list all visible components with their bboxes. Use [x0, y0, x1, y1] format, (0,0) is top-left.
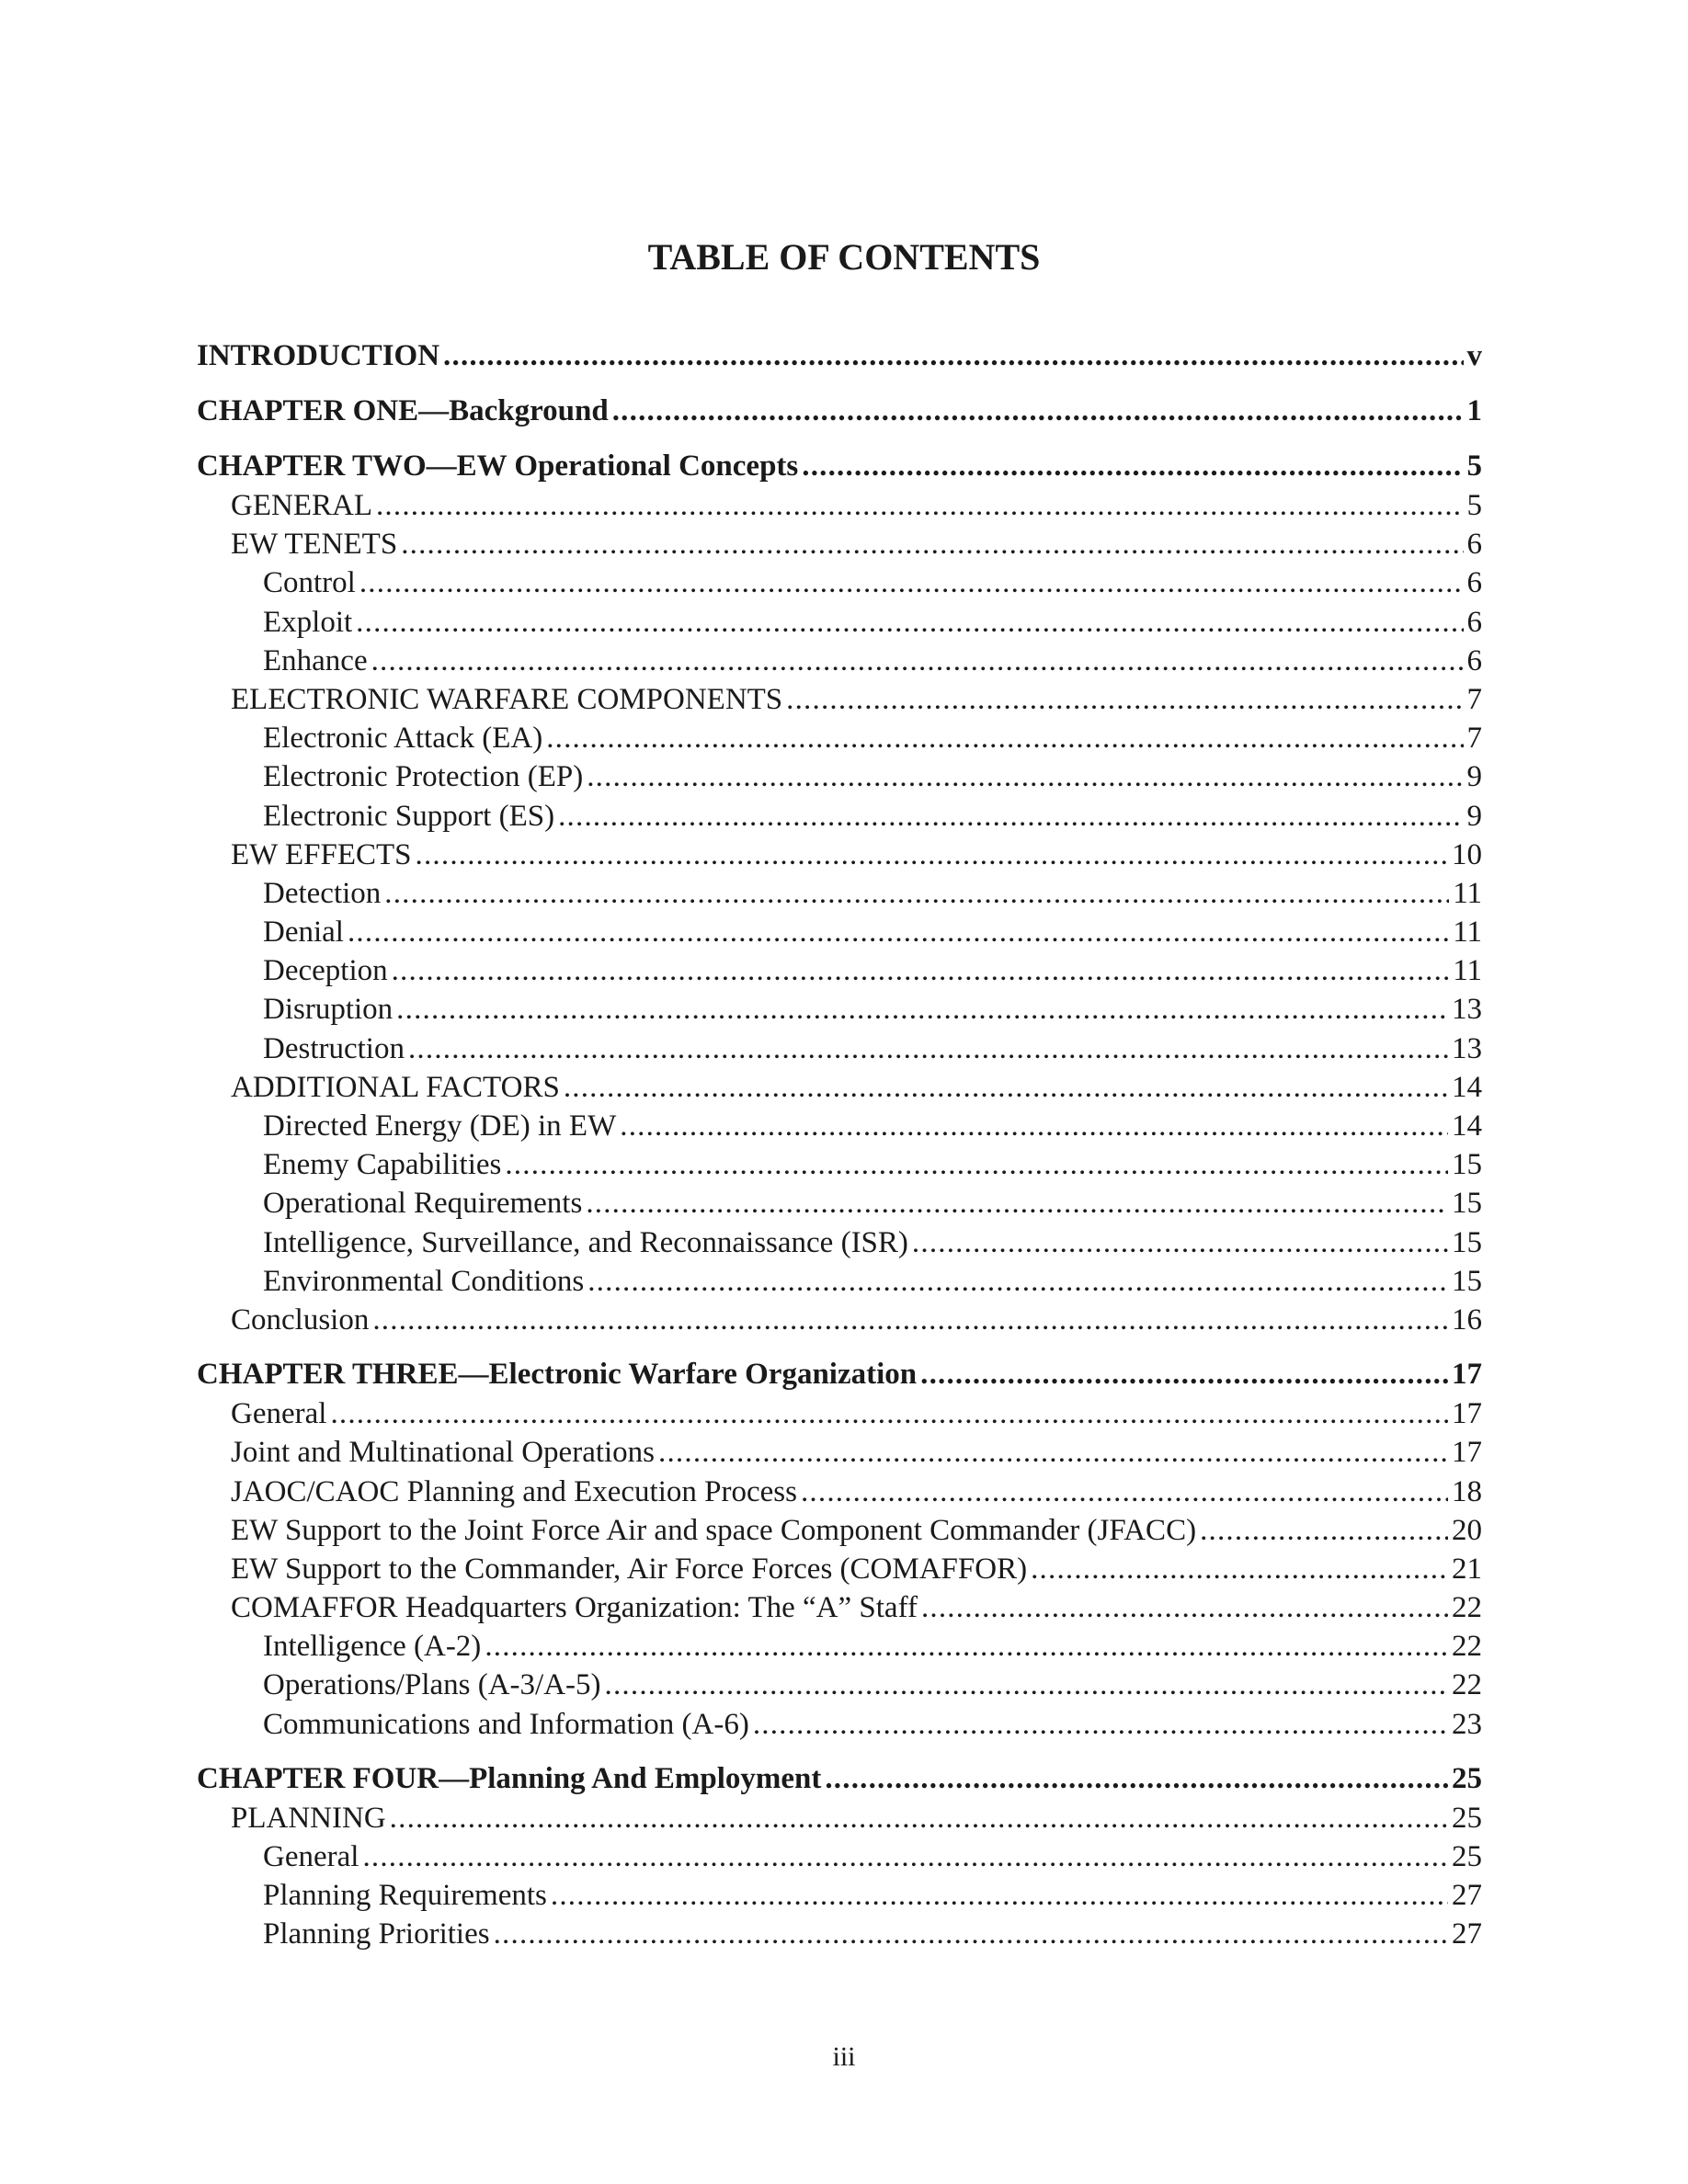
toc-entry-page: 13: [1452, 993, 1482, 1027]
dot-leader: [505, 1145, 1448, 1184]
table-of-contents: [197, 336, 1482, 1954]
dot-leader: [356, 603, 1463, 642]
toc-entry-label: Communications and Information (A-6): [263, 1707, 749, 1741]
toc-entry: [197, 1550, 1482, 1588]
toc-entry-label: Intelligence (A-2): [263, 1630, 482, 1664]
toc-entry: [197, 1223, 1482, 1262]
dot-leader: [921, 1588, 1448, 1627]
toc-entry-label: Denial: [263, 916, 344, 950]
toc-entry: [197, 874, 1482, 913]
toc-entry-page: 20: [1452, 1513, 1482, 1547]
dot-leader: [825, 1758, 1448, 1799]
toc-entry: [197, 1627, 1482, 1666]
toc-entry: [197, 1394, 1482, 1433]
dot-leader: [920, 1354, 1448, 1394]
toc-entry-label: GENERAL: [231, 489, 372, 522]
toc-entry-label: CHAPTER THREE—Electronic Warfare Organization: [197, 1358, 918, 1392]
toc-entry-page: 1: [1466, 394, 1482, 427]
toc-chapter-entry: [197, 446, 1482, 486]
toc-entry-label: Exploit: [263, 605, 353, 639]
toc-entry-page: 17: [1452, 1397, 1482, 1431]
dot-leader: [1200, 1511, 1448, 1550]
toc-entry-label: ELECTRONIC WARFARE COMPONENTS: [231, 682, 783, 716]
toc-entry-page: 15: [1452, 1264, 1482, 1298]
toc-entry-label: Electronic Protection (EP): [263, 760, 584, 794]
toc-entry-label: INTRODUCTION: [197, 339, 440, 372]
toc-entry-label: Joint and Multinational Operations: [231, 1436, 656, 1470]
toc-entry: [197, 719, 1482, 757]
toc-entry: [197, 1799, 1482, 1837]
toc-entry-page: 7: [1466, 682, 1482, 716]
toc-entry-label: Enhance: [263, 643, 368, 677]
toc-entry: [197, 1068, 1482, 1107]
toc-entry-label: Electronic Attack (EA): [263, 722, 543, 756]
toc-entry-page: 6: [1466, 605, 1482, 639]
dot-leader: [786, 680, 1463, 719]
toc-entry-label: CHAPTER FOUR—Planning And Employment: [197, 1761, 822, 1795]
toc-entry-label: CHAPTER TWO—EW Operational Concepts: [197, 449, 799, 483]
toc-entry-page: 13: [1452, 1031, 1482, 1065]
toc-entry-page: 6: [1466, 643, 1482, 677]
toc-section: [197, 1758, 1482, 1954]
toc-entry-label: EW EFFECTS: [231, 837, 412, 871]
toc-entry-page: 11: [1453, 954, 1482, 988]
dot-leader: [658, 1433, 1448, 1472]
dot-leader: [390, 1799, 1448, 1837]
toc-entry-label: Directed Energy (DE) in EW: [263, 1109, 617, 1143]
dot-leader: [362, 1837, 1448, 1876]
dot-leader: [912, 1223, 1448, 1262]
toc-entry-label: CHAPTER ONE—Background: [197, 394, 609, 427]
toc-entry-label: JAOC/CAOC Planning and Execution Process: [231, 1474, 797, 1508]
dot-leader: [372, 1301, 1448, 1339]
toc-entry-page: 22: [1452, 1668, 1482, 1702]
toc-section: [197, 391, 1482, 431]
dot-leader: [392, 951, 1450, 990]
toc-entry-label: Planning Priorities: [263, 1917, 490, 1951]
dot-leader: [551, 1876, 1448, 1915]
toc-entry-label: EW TENETS: [231, 528, 398, 562]
toc-entry-page: 25: [1452, 1840, 1482, 1873]
dot-leader: [330, 1394, 1448, 1433]
toc-entry-label: PLANNING: [231, 1801, 386, 1835]
toc-entry: [197, 1511, 1482, 1550]
toc-chapter-entry: [197, 1354, 1482, 1394]
toc-entry-label: EW Support to the Commander, Air Force Forces (COMAFFOR): [231, 1552, 1028, 1586]
toc-entry: [197, 757, 1482, 796]
toc-entry: [197, 913, 1482, 951]
dot-leader: [348, 913, 1449, 951]
dot-leader: [612, 391, 1464, 431]
toc-entry-page: 11: [1453, 876, 1482, 910]
dot-leader: [416, 836, 1448, 874]
toc-entry-label: Environmental Conditions: [263, 1264, 585, 1298]
dot-leader: [586, 1184, 1448, 1223]
toc-chapter-entry: [197, 1758, 1482, 1799]
toc-entry: [197, 1301, 1482, 1339]
toc-section: [197, 446, 1482, 1339]
toc-entry: [197, 951, 1482, 990]
toc-entry-label: Disruption: [263, 993, 393, 1027]
dot-leader: [605, 1666, 1448, 1704]
toc-entry: [197, 603, 1482, 642]
toc-entry: [197, 1145, 1482, 1184]
dot-leader: [1031, 1550, 1448, 1588]
toc-entry: [197, 1029, 1482, 1068]
dot-leader: [376, 486, 1464, 525]
page-number: iii: [832, 2042, 856, 2072]
toc-entry-label: Deception: [263, 954, 388, 988]
toc-entry: [197, 486, 1482, 525]
toc-chapter-entry: [197, 336, 1482, 376]
toc-entry-page: 10: [1452, 837, 1482, 871]
toc-entry: [197, 1588, 1482, 1627]
dot-leader: [408, 1029, 1448, 1068]
toc-entry-page: 25: [1452, 1801, 1482, 1835]
toc-entry: [197, 1473, 1482, 1511]
toc-entry-label: General: [231, 1397, 327, 1431]
dot-leader: [753, 1705, 1448, 1744]
toc-entry-page: 27: [1452, 1879, 1482, 1913]
toc-entry-page: 18: [1452, 1474, 1482, 1508]
dot-leader: [587, 757, 1463, 796]
toc-entry: [197, 1184, 1482, 1223]
toc-entry: [197, 797, 1482, 836]
toc-entry-label: Enemy Capabilities: [263, 1148, 502, 1182]
toc-section: [197, 336, 1482, 376]
toc-entry-page: 5: [1466, 489, 1482, 522]
toc-entry-page: 23: [1452, 1707, 1482, 1741]
toc-entry-page: 15: [1452, 1225, 1482, 1259]
toc-entry: [197, 680, 1482, 719]
dot-leader: [396, 990, 1448, 1029]
toc-entry-page: 9: [1466, 799, 1482, 833]
dot-leader: [587, 1262, 1448, 1301]
toc-entry-page: 11: [1453, 916, 1482, 950]
toc-entry-label: COMAFFOR Headquarters Organization: The “A” Staff: [231, 1591, 918, 1625]
toc-entry-label: General: [263, 1840, 359, 1873]
toc-entry-page: 27: [1452, 1917, 1482, 1951]
dot-leader: [558, 797, 1463, 836]
toc-entry: [197, 1433, 1482, 1472]
dot-leader: [564, 1068, 1448, 1107]
toc-entry: [197, 563, 1482, 602]
toc-entry-page: 22: [1452, 1630, 1482, 1664]
dot-leader: [801, 1473, 1448, 1511]
toc-entry-label: Destruction: [263, 1031, 405, 1065]
toc-entry-page: 25: [1452, 1761, 1482, 1795]
toc-entry-label: Planning Requirements: [263, 1879, 547, 1913]
toc-entry: [197, 1837, 1482, 1876]
dot-leader: [401, 525, 1463, 563]
toc-entry-page: 21: [1452, 1552, 1482, 1586]
toc-entry-page: 16: [1452, 1302, 1482, 1337]
toc-entry-page: 14: [1452, 1109, 1482, 1143]
toc-entry: [197, 1705, 1482, 1744]
toc-entry: [197, 642, 1482, 680]
toc-entry-page: v: [1466, 339, 1482, 372]
toc-entry: [197, 836, 1482, 874]
dot-leader: [485, 1627, 1448, 1666]
toc-entry: [197, 525, 1482, 563]
toc-entry-label: EW Support to the Joint Force Air and space Component Commander (JFACC): [231, 1513, 1197, 1547]
toc-entry-page: 6: [1466, 528, 1482, 562]
page-title: TABLE OF CONTENTS: [647, 236, 1041, 278]
toc-entry-page: 7: [1466, 722, 1482, 756]
toc-entry-label: Conclusion: [231, 1302, 370, 1337]
toc-entry-label: Control: [263, 566, 356, 600]
toc-entry-page: 5: [1466, 449, 1482, 483]
dot-leader: [546, 719, 1463, 757]
toc-entry-page: 22: [1452, 1591, 1482, 1625]
toc-entry-page: 15: [1452, 1148, 1482, 1182]
dot-leader: [359, 563, 1464, 602]
toc-entry-page: 15: [1452, 1187, 1482, 1221]
toc-entry: [197, 1876, 1482, 1915]
toc-entry: [197, 990, 1482, 1029]
toc-entry-label: ADDITIONAL FACTORS: [231, 1070, 560, 1104]
toc-entry-label: Intelligence, Surveillance, and Reconnaissance (ISR): [263, 1225, 908, 1259]
toc-entry-page: 6: [1466, 566, 1482, 600]
toc-entry-page: 9: [1466, 760, 1482, 794]
toc-entry-page: 17: [1452, 1358, 1482, 1392]
toc-entry: [197, 1262, 1482, 1301]
dot-leader: [443, 336, 1463, 376]
toc-entry-page: 17: [1452, 1436, 1482, 1470]
toc-entry: [197, 1107, 1482, 1145]
dot-leader: [371, 642, 1464, 680]
toc-section: [197, 1354, 1482, 1744]
toc-entry-label: Operations/Plans (A-3/A-5): [263, 1668, 601, 1702]
dot-leader: [384, 874, 1449, 913]
toc-entry-label: Operational Requirements: [263, 1187, 583, 1221]
toc-entry: [197, 1666, 1482, 1704]
dot-leader: [620, 1107, 1448, 1145]
toc-entry-label: Detection: [263, 876, 382, 910]
dot-leader: [802, 446, 1463, 486]
toc-chapter-entry: [197, 391, 1482, 431]
dot-leader: [494, 1915, 1448, 1953]
toc-entry-page: 14: [1452, 1070, 1482, 1104]
toc-entry-label: Electronic Support (ES): [263, 799, 555, 833]
toc-entry: [197, 1915, 1482, 1953]
